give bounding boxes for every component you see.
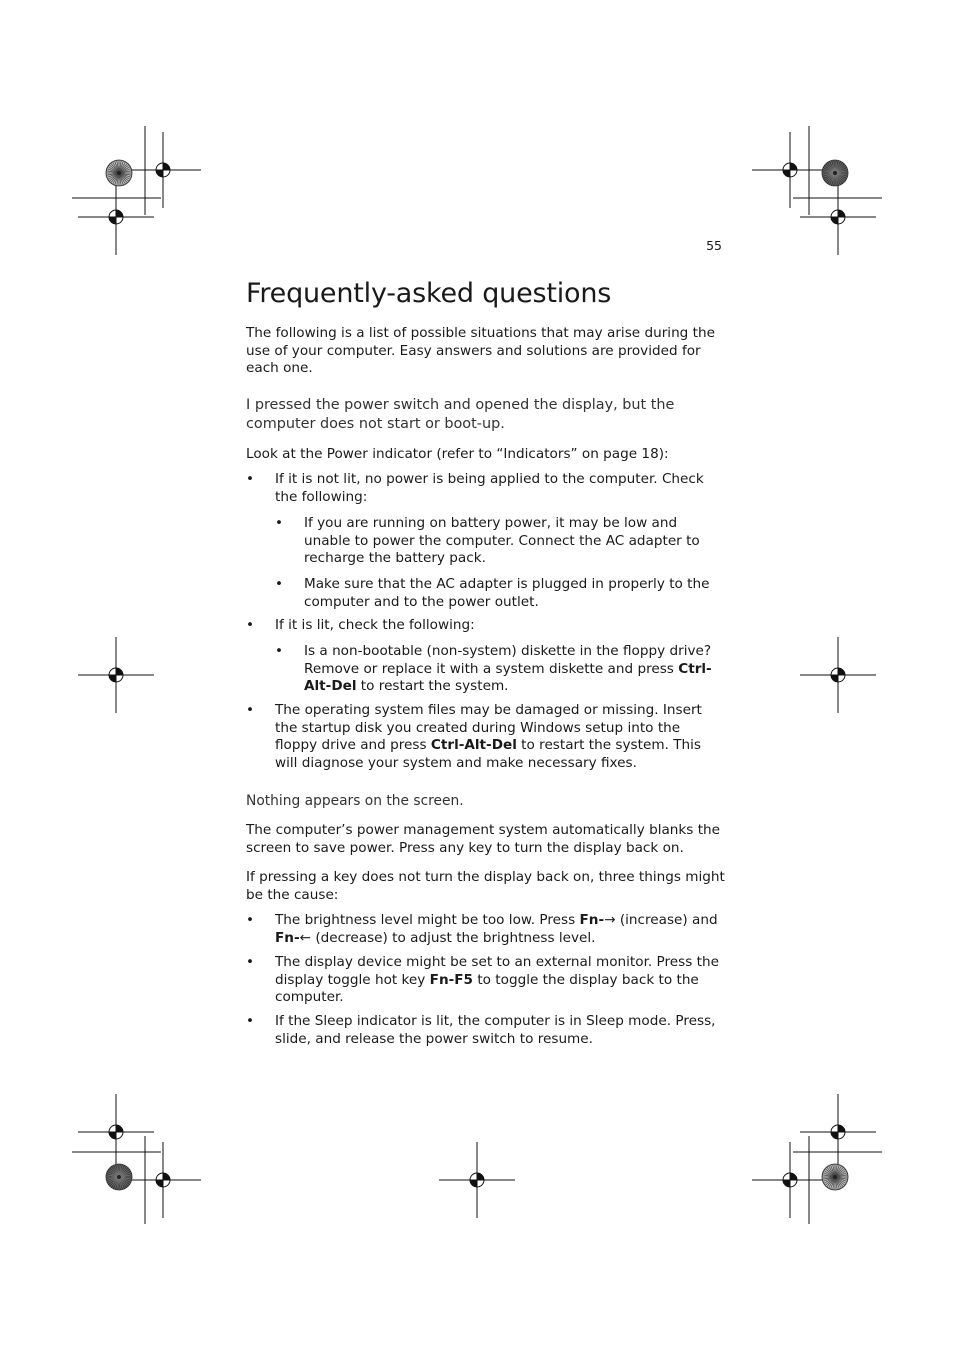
list-item-text: Is a non-bootable (non-system) diskette in the floppy drive? Remove or replace it with a system diskette and press Ctrl-Alt-Del to restart the system. (304, 643, 712, 695)
page-title: Frequently-asked questions (246, 278, 612, 309)
bullet-marker: • (246, 954, 255, 970)
crosshair-mark (78, 637, 154, 713)
right-arrow-icon: → (604, 912, 616, 928)
crosshair-mark (125, 1142, 201, 1218)
crosshair-mark (800, 1094, 876, 1170)
crosshair-mark (752, 132, 828, 208)
crosshair-mark (78, 179, 154, 255)
left-arrow-icon: ← (299, 929, 311, 946)
key-combo: Ctrl-Alt-Del (304, 660, 712, 695)
question-1-heading: I pressed the power switch and opened the display, but the computer does not start or boot-up. (246, 397, 675, 432)
key-combo: Fn-F5 (429, 971, 474, 988)
bullet-marker: • (246, 1013, 255, 1029)
color-target-mark (106, 1164, 132, 1190)
list-item-text: The display device might be set to an external monitor. Press the display toggle hot key Fn-F5 to toggle the display back to the computer. (275, 954, 719, 1006)
crosshair-mark (78, 1094, 154, 1170)
question-2-paragraph-2: If pressing a key does not turn the display back on, three things might be the cause: (246, 869, 725, 903)
list-item-text: The brightness level might be too low. Press Fn-→ (increase) and Fn-← (decrease) to adjust the brightness level. (275, 912, 718, 946)
crosshair-mark (125, 132, 201, 208)
list-item-text: If you are running on battery power, it may be low and unable to power the computer. Connect the AC adapter to recharge the battery pack. (304, 515, 700, 567)
bullet-marker: • (275, 643, 284, 659)
list-item-text: The operating system files may be damaged or missing. Insert the startup disk you created during Windows setup into the floppy drive and press Ctrl-Alt-Del to restart the system. This will diagnose your system and make necessary fixes. (275, 702, 702, 771)
page-number: 55 (706, 238, 722, 253)
bullet-marker: • (246, 471, 255, 487)
list-item-text: If the Sleep indicator is lit, the computer is in Sleep mode. Press, slide, and release the power switch to resume. (275, 1013, 716, 1047)
list-item-text: If it is not lit, no power is being applied to the computer. Check the following: (275, 471, 704, 505)
list-item-text: Make sure that the AC adapter is plugged in properly to the computer and to the power outlet. (304, 576, 710, 610)
crosshair-mark (439, 1142, 515, 1218)
question-1-lead: Look at the Power indicator (refer to “Indicators” on page 18): (246, 446, 669, 462)
crosshair-mark (800, 637, 876, 713)
bullet-marker: • (246, 617, 255, 633)
bullet-marker: • (246, 912, 255, 928)
key-combo: Fn- (579, 912, 605, 928)
list-item-text: If it is lit, check the following: (275, 617, 475, 633)
bullet-marker: • (275, 576, 284, 592)
key-combo: Fn- (275, 929, 300, 946)
key-combo: Ctrl-Alt-Del (430, 737, 517, 754)
crosshair-mark (800, 179, 876, 255)
bullet-marker: • (246, 702, 255, 718)
color-target-mark (822, 160, 848, 186)
question-2-paragraph-1: The computer’s power management system automatically blanks the screen to save power. Press any key to turn the display back on. (246, 822, 721, 856)
intro-paragraph: The following is a list of possible situations that may arise during the use of your computer. Easy answers and solutions are provided for each one. (246, 325, 715, 377)
question-2-heading: Nothing appears on the screen. (246, 793, 464, 809)
bullet-marker: • (275, 515, 284, 531)
color-target-mark (106, 160, 132, 186)
crosshair-mark (752, 1142, 828, 1218)
color-target-mark (822, 1164, 848, 1190)
